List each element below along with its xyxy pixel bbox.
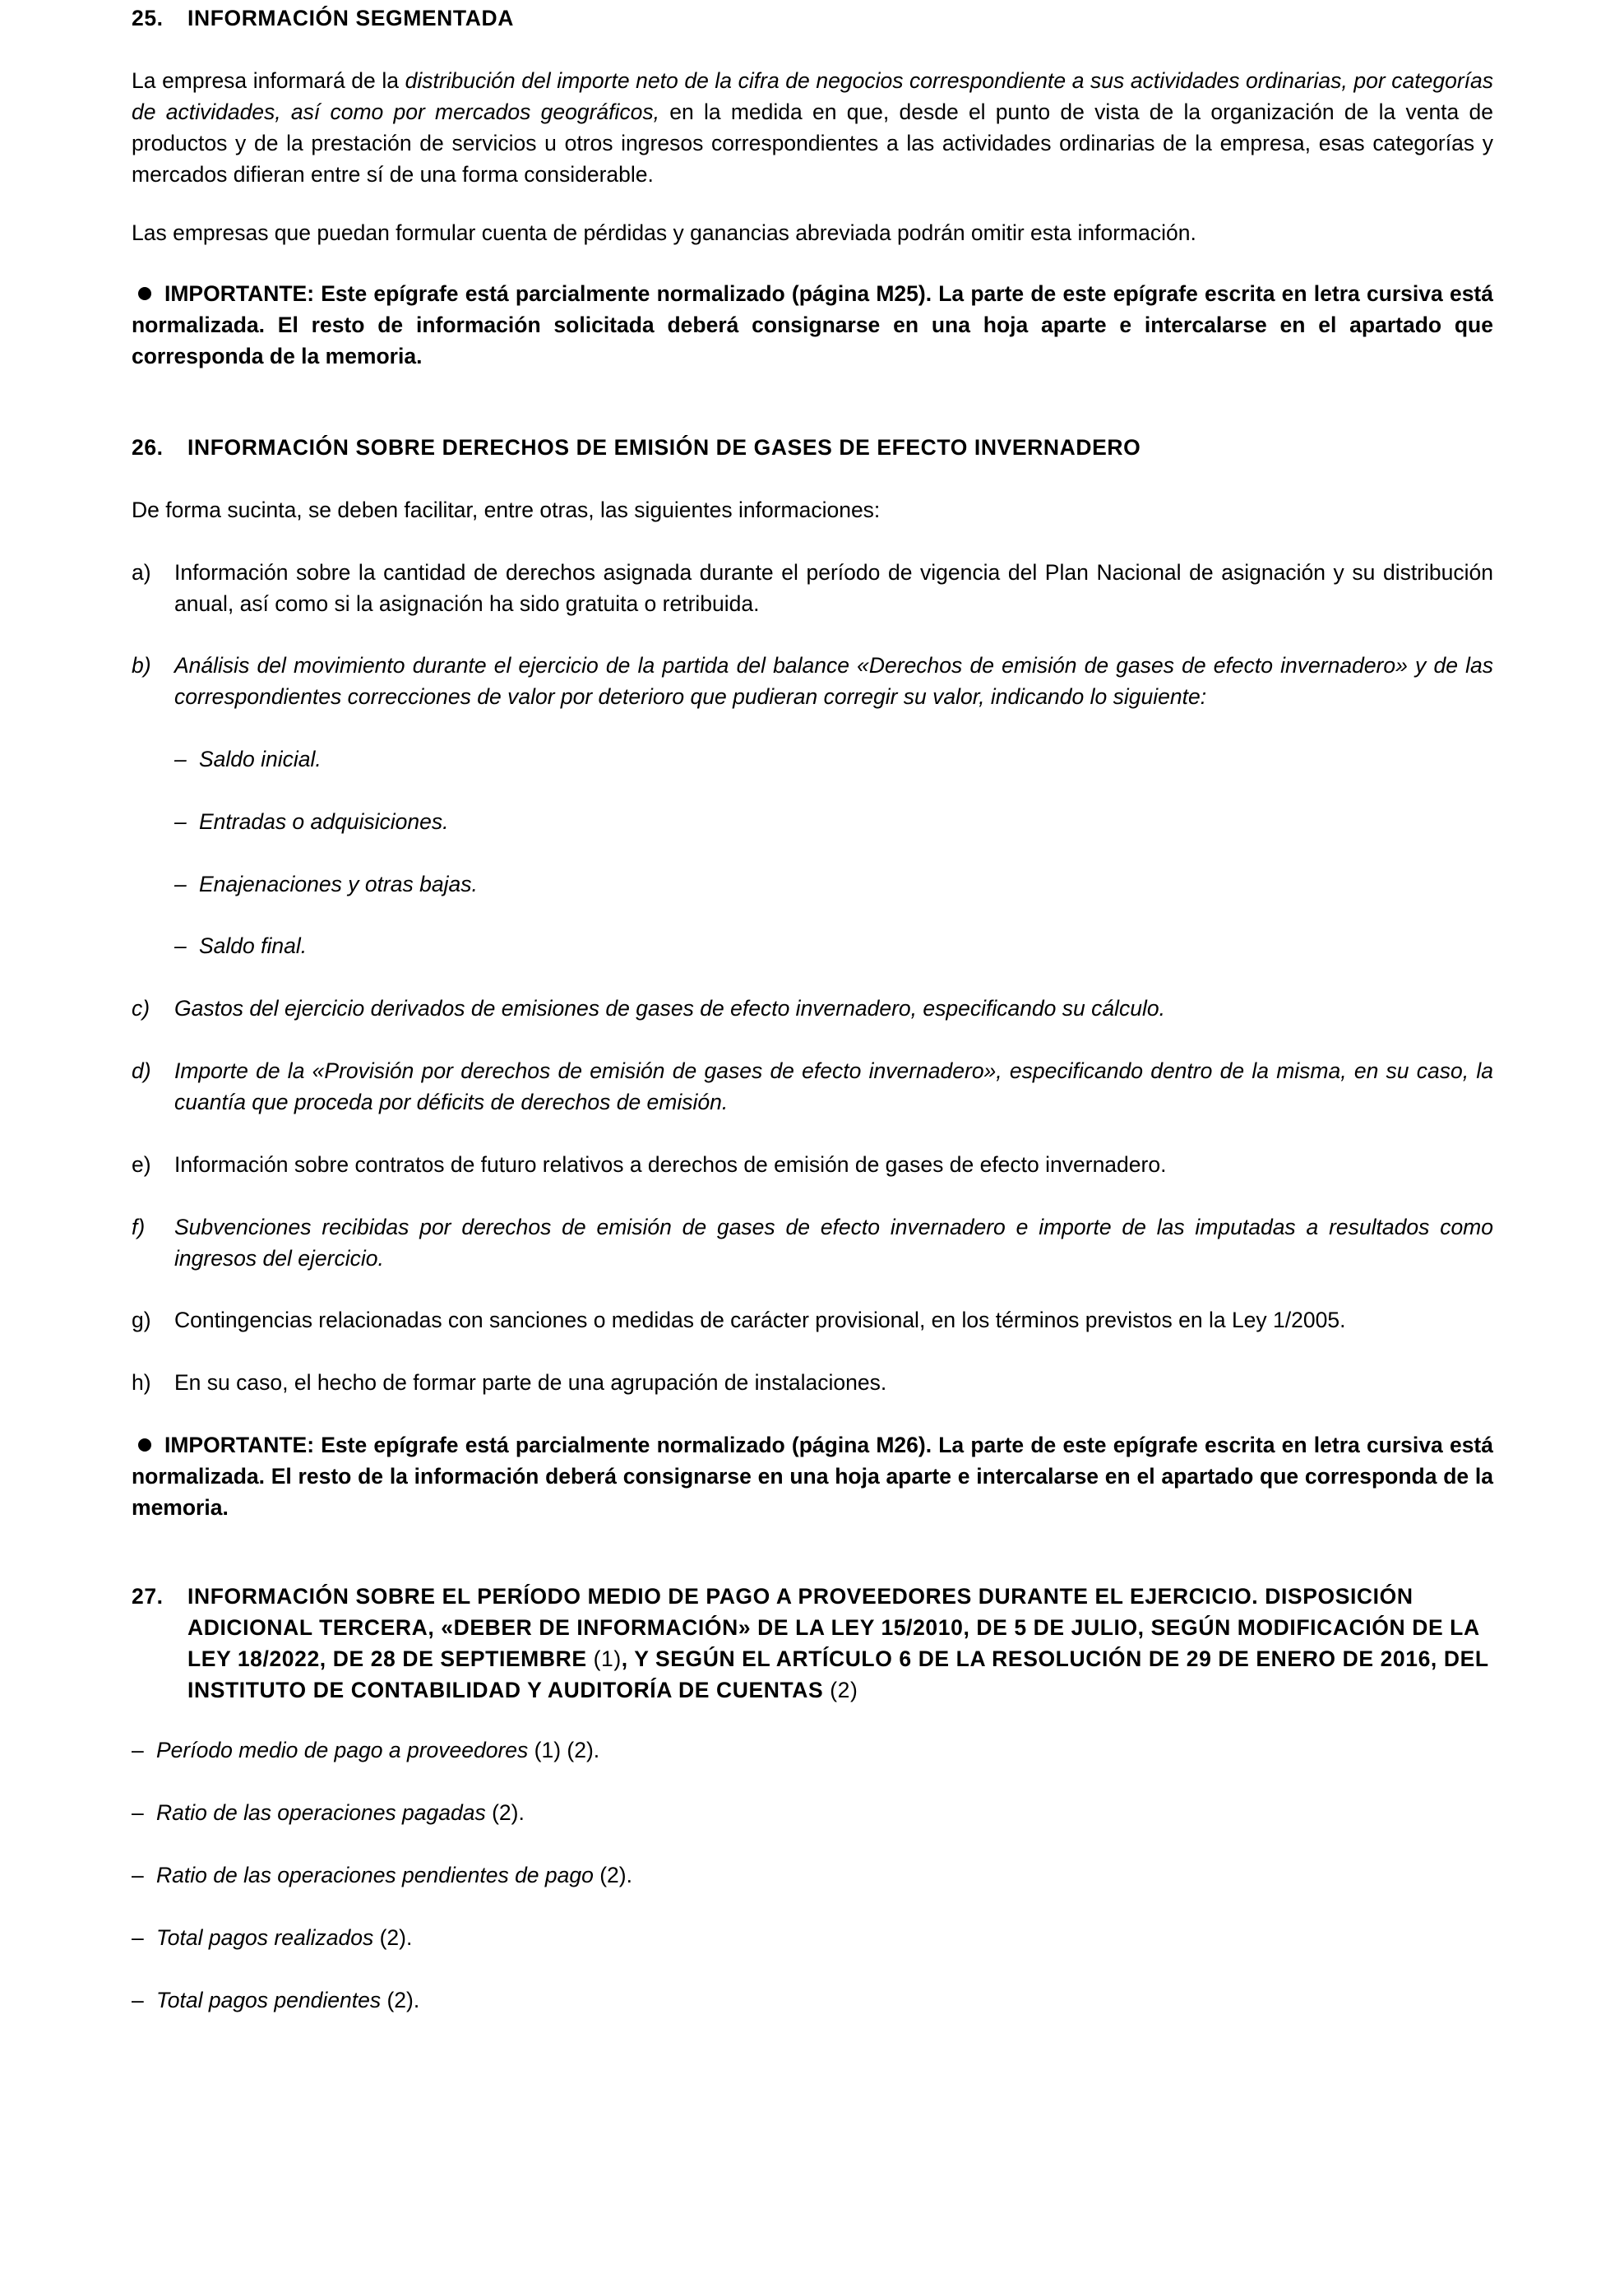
list-item-e: e) Información sobre contratos de futuro relativos a derechos de emisión de gases de efecto invernadero. — [132, 1152, 1167, 1177]
list-item-d: d) Importe de la «Provisión por derechos de emisión de gases de efecto invernadero», especificando dentro de la misma, en su caso, la cuantía que proceda por déficits de derechos de emisión. — [132, 1058, 1493, 1114]
section-25-heading — [132, 2, 1493, 34]
section-25-number: 25. — [132, 6, 164, 30]
list-item-b-sub-1: – Saldo inicial. — [174, 747, 322, 771]
section-26-important-note: IMPORTANTE: Este epígrafe está parcialmente normalizado (página M26). La parte de este epígrafe escrita en letra cursiva está normalizada. El resto de la información deberá consignarse en una hoja aparte e intercalarse en el apartado que corresponda de la memoria. — [132, 1433, 1493, 1520]
section-27-number: 27. — [132, 1584, 164, 1609]
section-25-paragraph-2: Las empresas que puedan formular cuenta de pérdidas y ganancias abreviada podrán omitir esta información. — [132, 220, 1196, 245]
section-27-title: INFORMACIÓN SOBRE EL PERÍODO MEDIO DE PAGO A PROVEEDORES DURANTE EL EJERCICIO. DISPOSICIÓN ADICIONAL TERCERA, «DEBER DE INFORMACIÓN» DE LA LEY 15/2010, DE 5 DE JULIO, SEGÚN MODIFICACIÓN DE LA LEY 18/2022, DE 28 DE SEPTIEMBRE (1), Y SEGÚN EL ARTÍCULO 6 DE LA RESOLUCIÓN DE 29 DE ENERO DE 2016, DEL INSTITUTO DE CONTABILIDAD Y AUDITORÍA DE CUENTAS (2) — [187, 1584, 1489, 1702]
payment-item-3: – Ratio de las operaciones pendientes de pago (2). — [132, 1863, 632, 1887]
payment-item-4: – Total pagos realizados (2). — [132, 1925, 413, 1950]
list-item-b-sub-2: – Entradas o adquisiciones. — [174, 809, 449, 834]
list-item-f: f) Subvenciones recibidas por derechos de emisión de gases de efecto invernadero e importe de las imputadas a resultados como ingresos del ejercicio. — [132, 1215, 1493, 1271]
payment-item-2: – Ratio de las operaciones pagadas (2). — [132, 1800, 525, 1825]
section-26-heading — [132, 432, 1493, 463]
bullet-icon — [138, 1438, 151, 1452]
list-item-b: b) Análisis del movimiento durante el ejercicio de la partida del balance «Derechos de emisión de gases de efecto invernadero» y de las correspondientes correcciones de valor por deterioro que pudieran corregir su valor, indicando lo siguiente: — [132, 653, 1493, 709]
payment-item-5: – Total pagos pendientes (2). — [132, 1988, 420, 2012]
section-25-title: INFORMACIÓN SEGMENTADA — [187, 6, 514, 30]
list-item-a: a) Información sobre la cantidad de derechos asignada durante el período de vigencia del Plan Nacional de asignación y su distribución anual, así como si la asignación ha sido gratuita o retribuida. — [132, 560, 1493, 616]
list-item-g: g) Contingencias relacionadas con sanciones o medidas de carácter provisional, en los términos previstos en la Ley 1/2005. — [132, 1308, 1346, 1332]
section-26-title: INFORMACIÓN SOBRE DERECHOS DE EMISIÓN DE GASES DE EFECTO INVERNADERO — [187, 435, 1141, 460]
section-26-intro: De forma sucinta, se deben facilitar, entre otras, las siguientes informaciones: — [132, 498, 881, 522]
payment-item-1: – Período medio de pago a proveedores (1) (2). — [132, 1738, 600, 1762]
section-25-important-note: IMPORTANTE: Este epígrafe está parcialmente normalizado (página M25). La parte de este epígrafe escrita en letra cursiva está normalizada. El resto de información solicitada deberá consignarse en una hoja aparte e intercalarse en el apartado que corresponda de la memoria. — [132, 281, 1493, 368]
list-item-b-sub-3: – Enajenaciones y otras bajas. — [174, 872, 478, 896]
bullet-icon — [138, 287, 151, 300]
list-item-h: h) En su caso, el hecho de formar parte de una agrupación de instalaciones. — [132, 1370, 887, 1395]
list-item-c: c) Gastos del ejercicio derivados de emisiones de gases de efecto invernadero, especificando su cálculo. — [132, 996, 1165, 1021]
section-27-heading — [132, 1581, 1493, 1706]
section-25-paragraph-1: La empresa informará de la distribución del importe neto de la cifra de negocios correspondiente a sus actividades ordinarias, por categorías de actividades, así como por mercados geográficos, en la medida en que, desde el punto de vista de la organización de la venta de productos y de la prestación de servicios u otros ingresos correspondientes a las actividades ordinarias de la empresa, esas categorías y mercados difieran entre sí de una forma considerable. — [132, 68, 1493, 187]
section-26-number: 26. — [132, 435, 164, 460]
list-item-b-sub-4: – Saldo final. — [174, 933, 308, 958]
